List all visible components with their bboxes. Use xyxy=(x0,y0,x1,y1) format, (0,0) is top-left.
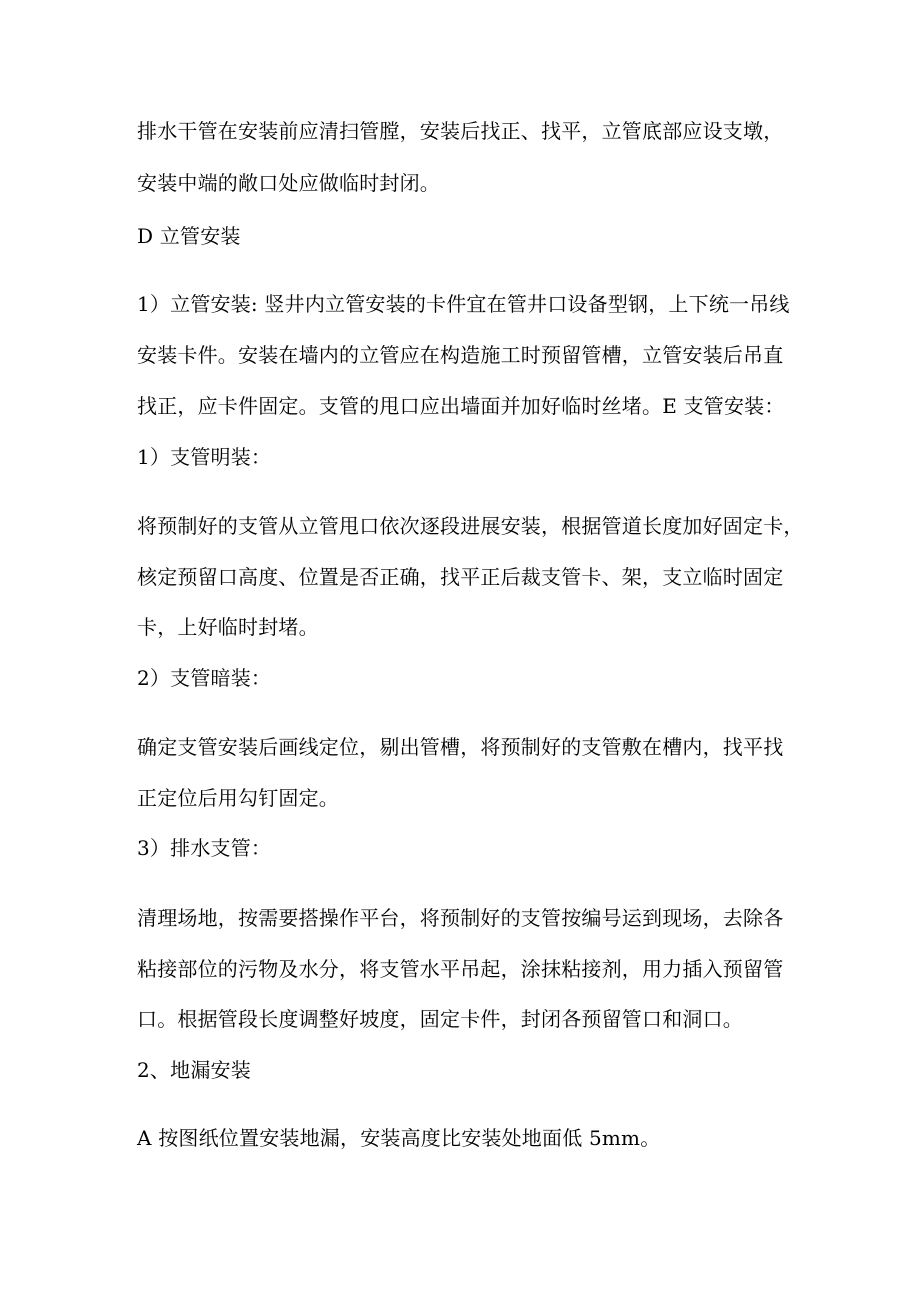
section-heading: D 立管安装 xyxy=(137,224,241,248)
paragraph-line: 口。根据管段长度调整好坡度，固定卡件，封闭各预留管口和洞口。 xyxy=(137,1007,743,1031)
subsection-heading: 2）支管暗装： xyxy=(137,666,272,690)
paragraph-line: 核定预留口高度、位置是否正确，找平正后裁支管卡、架，支立临时固定 xyxy=(137,565,784,589)
paragraph-line: A 按图纸位置安装地漏，安装高度比安装处地面低 5mm。 xyxy=(137,1126,661,1150)
paragraph-line: 安装卡件。安装在墙内的立管应在构造施工时预留管槽，立管安装后吊直 xyxy=(137,343,784,367)
paragraph-line: 粘接部位的污物及水分，将支管水平吊起，涂抹粘接剂，用力插入预留管 xyxy=(137,957,784,981)
paragraph-line: 确定支管安装后画线定位，剔出管槽，将预制好的支管敷在槽内，找平找 xyxy=(137,735,784,759)
paragraph-line: 正定位后用勾钉固定。 xyxy=(137,786,339,810)
subsection-heading: 1）支管明装： xyxy=(137,445,272,469)
subsection-heading: 3）排水支管： xyxy=(137,836,272,860)
paragraph-line: 安装中端的敞口处应做临时封闭。 xyxy=(137,171,440,195)
paragraph-line: 卡，上好临时封堵。 xyxy=(137,615,319,639)
paragraph-line: 将预制好的支管从立管甩口依次逐段进展安装，根据管道长度加好固定卡， xyxy=(137,514,804,538)
paragraph-line: 清理场地，按需要搭操作平台，将预制好的支管按编号运到现场，去除各 xyxy=(137,906,784,930)
paragraph-line: 找正，应卡件固定。支管的甩口应出墙面并加好临时丝堵。E 支管安装： xyxy=(137,394,785,418)
section-heading: 2、地漏安装 xyxy=(137,1058,251,1082)
paragraph-line: 排水干管在安装前应清扫管膛，安装后找正、找平，立管底部应设支墩， xyxy=(137,119,784,143)
paragraph-line: 1）立管安装: 竖井内立管安装的卡件宜在管井口设备型钢，上下统一吊线 xyxy=(137,292,790,316)
